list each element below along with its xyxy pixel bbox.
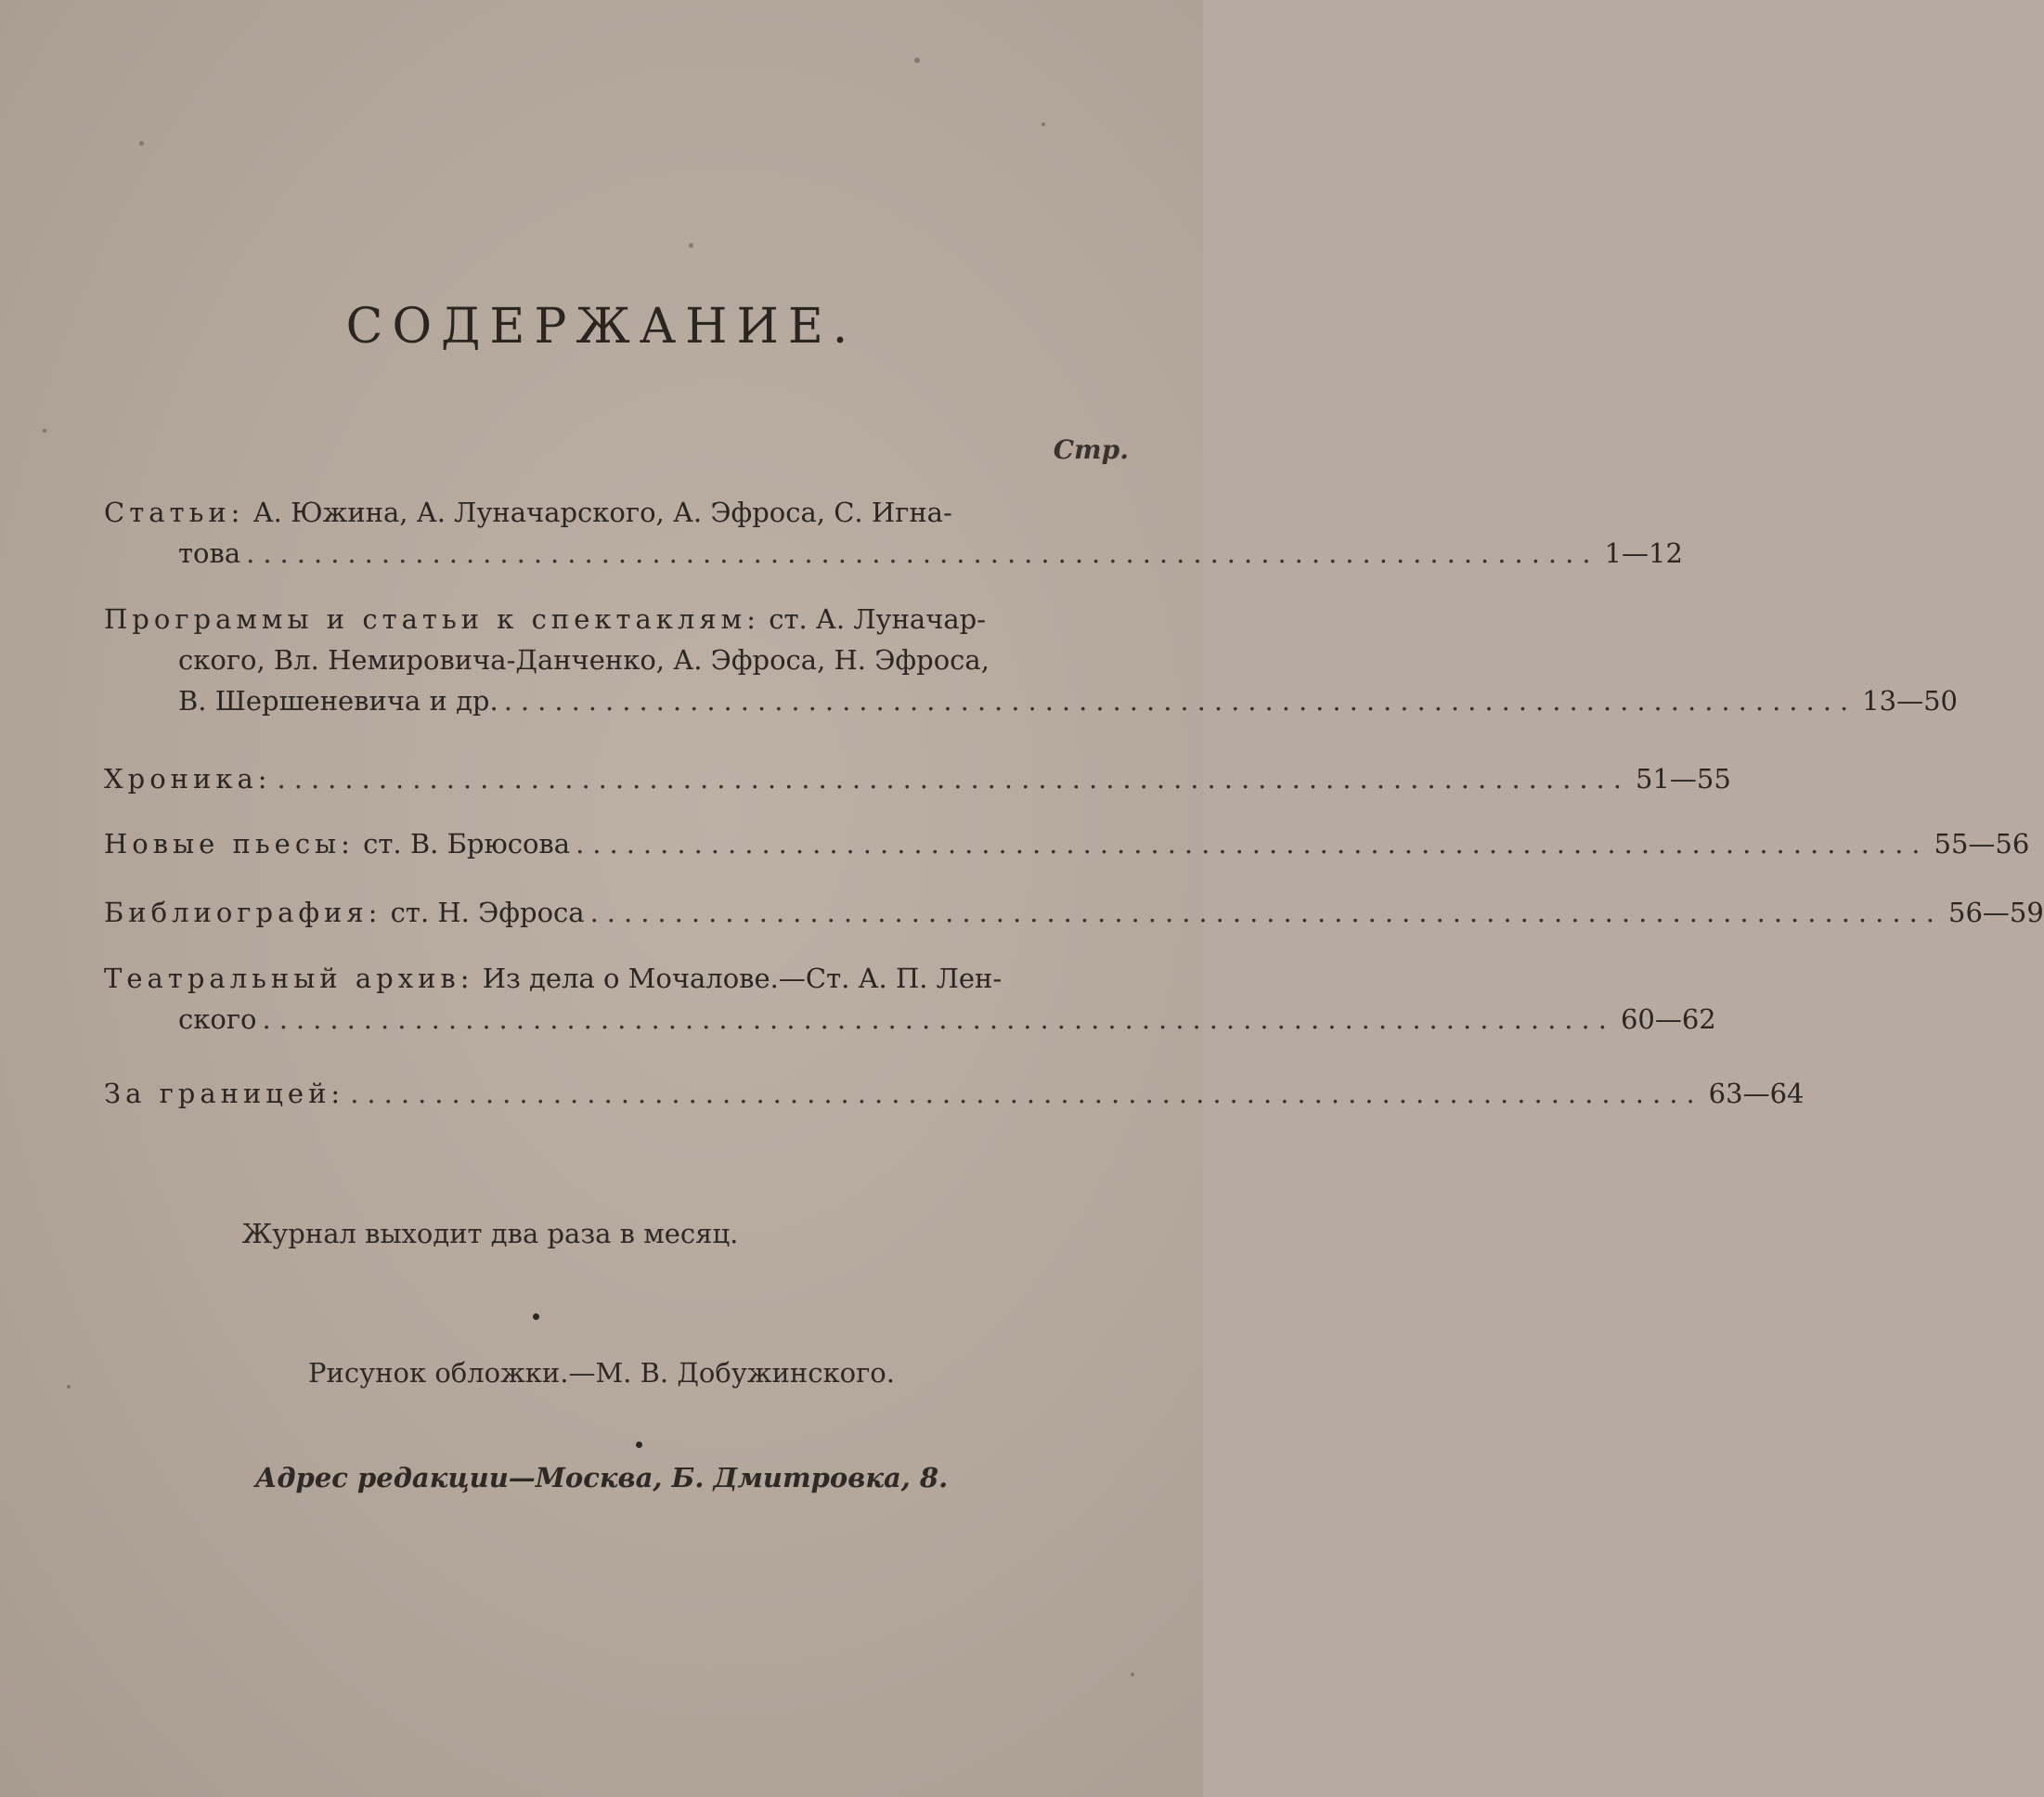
toc-entry-chronicle xyxy=(104,758,1731,799)
paper-speck xyxy=(689,243,693,248)
page-range: 60—62 xyxy=(1620,1003,1716,1035)
page-title: СОДЕРЖАНИЕ. xyxy=(345,299,858,355)
page-range: 1—12 xyxy=(1604,537,1683,569)
entry-text: В. Шершеневича и др. xyxy=(178,685,498,717)
ornament-dot xyxy=(533,1313,539,1320)
entry-text: ского xyxy=(178,1003,257,1035)
entry-lead: Театральный архив: xyxy=(104,963,474,994)
toc-entry-new-plays xyxy=(104,823,2030,864)
paper-speck xyxy=(43,429,46,433)
entry-lead: Статьи: xyxy=(104,497,245,528)
dot-leader: ................................................................................ xyxy=(589,897,1944,928)
toc-entry-programs xyxy=(104,599,1958,721)
dot-leader: ................................................................................ xyxy=(277,763,1630,795)
entry-text: ского, Вл. Немировича-Данченко, А. Эфроса, Н. Эфроса, xyxy=(178,644,990,676)
page-range: 56—59 xyxy=(1948,897,2044,928)
entry-text: ст. А. Луначар- xyxy=(769,603,987,635)
page-range: 63—64 xyxy=(1708,1078,1805,1109)
page-range: 51—55 xyxy=(1635,763,1731,795)
page-range: 55—56 xyxy=(1934,828,2030,860)
dot-leader: ................................................................................ xyxy=(350,1078,1703,1109)
dot-leader: ................................................................................ xyxy=(576,828,1929,860)
paper-speck xyxy=(139,141,144,146)
entry-text: ст. Н. Эфроса xyxy=(390,897,585,928)
toc-entry-articles xyxy=(104,492,1683,574)
entry-text: това xyxy=(178,537,241,569)
paper-speck xyxy=(1131,1673,1134,1676)
entry-text: А. Южина, А. Луначарского, А. Эфроса, С. Игна- xyxy=(252,497,952,528)
entry-lead: Хроника: xyxy=(104,763,272,795)
entry-lead: За границей: xyxy=(104,1078,345,1109)
entry-lead: Новые пьесы: xyxy=(104,828,355,860)
dot-leader: ................................................................................ xyxy=(262,1003,1615,1035)
entry-lead: Программы и статьи к спектаклям: xyxy=(104,603,760,635)
toc-entry-theatre-archive xyxy=(104,958,1716,1040)
toc-entry-bibliography xyxy=(104,892,2044,933)
ornament-dot xyxy=(636,1441,642,1448)
publication-frequency: Журнал выходит два раза в месяц. xyxy=(241,1218,739,1249)
entry-text: ст. В. Брюсова xyxy=(363,828,571,860)
cover-credit: Рисунок обложки.—М. В. Добужинского. xyxy=(308,1357,895,1389)
entry-lead: Библиография: xyxy=(104,897,382,928)
page-column-label: Стр. xyxy=(1053,434,1129,465)
entry-text: Из дела о Мочалове.—Ст. А. П. Лен- xyxy=(482,963,1003,994)
dot-leader: ................................................................................ xyxy=(246,537,1599,569)
editorial-address: Адрес редакции—Москва, Б. Дмитровка, 8. xyxy=(254,1462,949,1493)
dot-leader: ................................................................................ xyxy=(503,685,1857,717)
paper-speck xyxy=(914,58,920,63)
paper-speck xyxy=(1041,123,1045,126)
page-range: 13—50 xyxy=(1862,685,1958,717)
toc-entry-abroad xyxy=(104,1073,1805,1114)
